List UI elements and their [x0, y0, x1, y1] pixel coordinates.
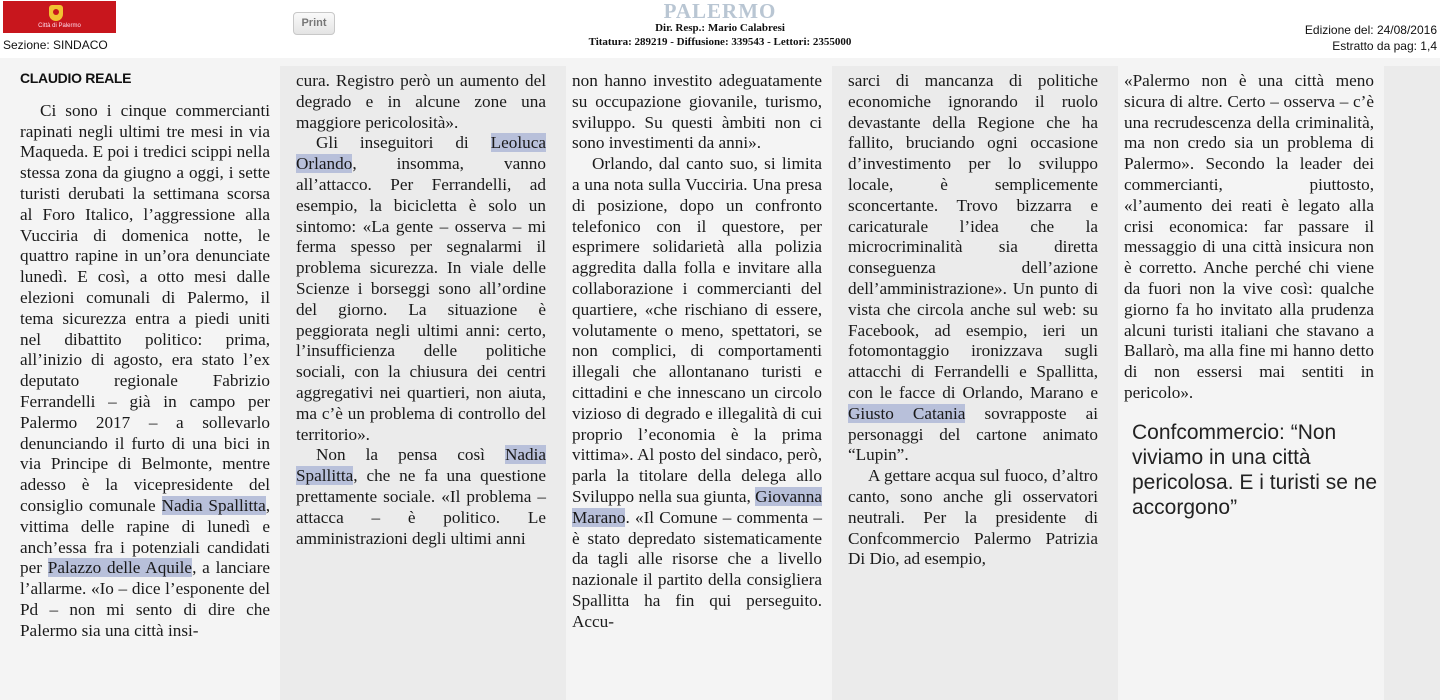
paragraph: Non la pensa così Nadia Spallitta, che ne fa una questione prettamente sociale. «Il problema – attacca – è politico. Le amministrazioni degli ultimi anni [296, 445, 546, 548]
highlighted-name[interactable]: Giusto Catania [848, 403, 966, 423]
article-column-4 [848, 71, 1098, 570]
clipping-header [0, 0, 1440, 56]
highlighted-name[interactable]: Nadia Spallitta [296, 445, 546, 486]
extract-page: Estratto da pag: 1,4 [1332, 39, 1437, 53]
article-column-2 [296, 71, 546, 549]
print-button[interactable]: Print [293, 12, 335, 35]
pull-quote: Confcommercio: “Non viviamo in una città pericolosa. E i turisti se ne accorgono” [1132, 421, 1378, 519]
highlighted-name[interactable]: Nadia Spallitta [161, 495, 266, 515]
highlighted-name[interactable]: Leoluca Orlando [296, 133, 546, 174]
coat-of-arms-icon [49, 5, 63, 21]
director-line: Dir. Resp.: Mario Calabresi [655, 22, 785, 34]
paragraph: non hanno investito adeguatamente su occupazione giovanile, turismo, sviluppo. Su questi àmbiti non ci sono investimenti da anni». [572, 71, 822, 153]
article-column-1 [20, 68, 270, 642]
section-label: Sezione: SINDACO [3, 38, 108, 52]
publication-name: PALERMO [663, 0, 777, 23]
edition-info [1305, 22, 1437, 54]
edition-date: Edizione del: 24/08/2016 [1304, 23, 1437, 37]
byline: CLAUDIO REALE [20, 70, 132, 86]
paragraph: Gli inseguitori di Leoluca Orlando, insomma, vanno all’attacco. Per Ferrandelli, ad esempio, la bicicletta è solo un sintomo: «La gente – osserva – mi ferma spesso per segnalarmi il problema sicurezza. In viale delle Scienze i borseggi sono all’ordine del giorno. La situazione è peggiorata negli ultimi anni: certo, l’insufficienza delle politiche sociali, con la chiusura dei centri aggregativi nei quartieri, non aiuta, ma c’è un problema di controllo del territorio». [296, 133, 546, 444]
paragraph: Ci sono i cinque commercianti rapinati negli ultimi tre mesi in via Maqueda. E poi i tredici scippi nella stessa zona da giugno a oggi, i sette turisti derubati la settimana scorsa al Foro Italico, l’aggressione alla Vucciria di domenica notte, le quattro rapine in un’ora denunciate lunedì. E così, a otto mesi dalle elezioni comunali di Palermo, il tema sicurezza entra a piedi uniti nel dibattito politico: prima, all’inizio di agosto, era stato l’ex deputato regionale Fabrizio Ferrandelli – già in campo per Palermo 2017 – a sollevarlo denunciando il furto di una bici in via Principe di Belmonte, mentre adesso è la vicepresidente del consiglio comunale Nadia Spallitta, vittima delle rapine di lunedì e anch’essa fra i potenziali candidati per Palazzo delle Aquile, a lanciare l’allarme. «Io – dice l’esponente del Pd – non mi sento di dire che Palermo sia una città insi- [20, 100, 270, 640]
circulation-stats: Titatura: 289219 - Diffusione: 339543 - Lettori: 2355000 [588, 36, 852, 48]
paragraph: cura. Registro però un aumento del degrado e in alcune zone una maggiore pericolosità». [296, 71, 546, 132]
logo-text: Città di Palermo [38, 23, 81, 29]
article-column-3 [572, 71, 822, 633]
masthead [560, 2, 880, 49]
paragraph: A gettare acqua sul fuoco, d’altro canto, sono anche gli osservatori neutrali. Per la presidente di Confcommercio Palermo Patrizia Di Dio, ad esempio, [848, 466, 1098, 569]
highlighted-name[interactable]: Giovanna Marano [572, 486, 822, 527]
paragraph: Orlando, dal canto suo, si limita a una nota sulla Vucciria. Una presa di posizione, dopo un confronto telefonico con il questore, per esprimere solidarietà alla polizia aggredita dalla folla e invitare alla collaborazione i commercianti del quartiere, «che rischiano di essere, volutamente o meno, spettatori, se non complici, di comportamenti illegali che allontanano turisti e cittadini e che innescano un circolo vizioso di degrado e illegalità di cui proprio l’economia è la prima vittima». Al posto del sindaco, però, parla la titolare della delega allo Sviluppo nella sua giunta, Giovanna Marano. «Il Comune – commenta – è stato depredato sistematicamente da tagli alle risorse che a livello nazionale il partito della consigliera Spallitta ha fin qui perseguito. Accu- [572, 154, 822, 631]
column-shade [1384, 66, 1440, 700]
article-column-5 [1124, 71, 1374, 404]
article-clipping [0, 58, 1440, 700]
paragraph: «Palermo non è una città meno sicura di altre. Certo – osserva – c’è una recrudescenza della criminalità, ma non credo sia un problema di Palermo». Secondo la leader dei commercianti, piuttosto, «l’aumento dei reati è legato alla crisi economica: far passare il messaggio di una città insicura non è corretto. Anche perché chi viene da fuori non la vive così: qualche giorno fa ho invitato alla prudenza alcuni turisti italiani che stavano a Ballarò, ma alla fine mi hanno detto di non essersi mai sentiti in pericolo». [1124, 71, 1374, 402]
highlighted-name[interactable]: Palazzo delle Aquile [47, 558, 193, 578]
paragraph: sarci di mancanza di politiche economiche ignorando il ruolo devastante della Regione che ha fallito, bruciando ogni occasione d’investimento per lo sviluppo locale, è semplicemente sconcertante. Trovo bizzarra e caricaturale l’idea che la microcriminalità sia diretta conseguenza dell’azione dell’amministrazione». Un punto di vista che circola anche sul web: su Facebook, ad esempio, ieri un fotomontaggio ironizzava sugli attacchi di Ferrandelli e Spallitta, con le facce di Orlando, Marano e Giusto Catania sovrapposte ai personaggi del cartone animato “Lupin”. [848, 71, 1098, 465]
city-logo [3, 1, 116, 33]
